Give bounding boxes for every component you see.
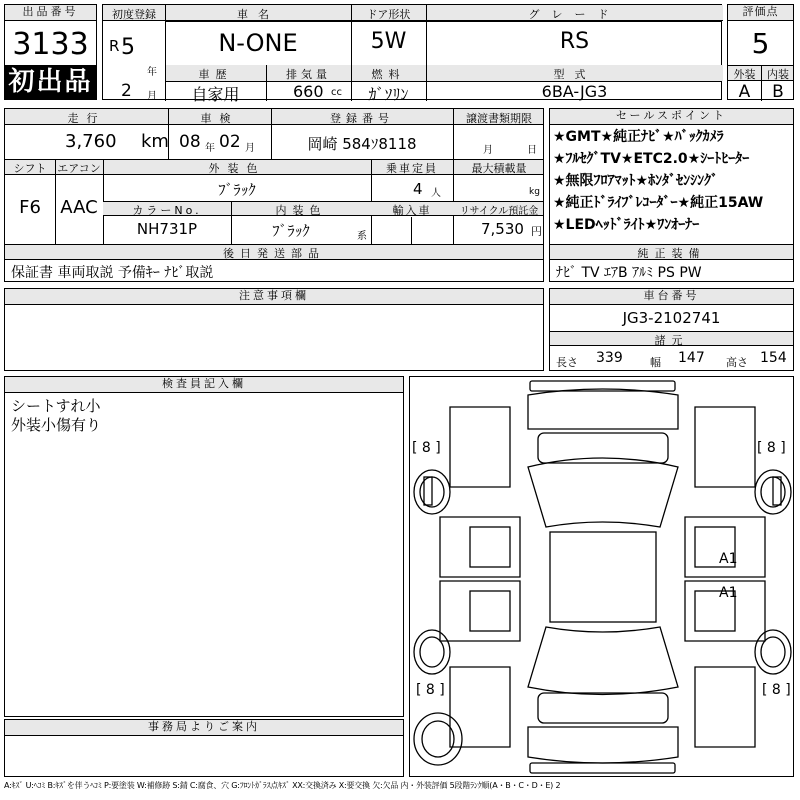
fuel-label: 燃料	[371, 68, 406, 81]
width-label: 幅	[650, 356, 661, 369]
office-box	[4, 719, 404, 777]
history: 自家用	[191, 85, 240, 104]
capacity: 4	[413, 180, 423, 198]
first-listing-badge	[4, 65, 97, 100]
office-label: 事務局よりご案内	[5, 720, 403, 736]
transfer-month-unit: 月	[483, 145, 493, 156]
mileage-unit: km	[141, 131, 169, 152]
score-box	[727, 4, 794, 100]
vehicle-details	[4, 108, 544, 282]
chassis-label: 車台番号	[550, 289, 793, 305]
shift-label: シフト	[13, 162, 47, 175]
inspector-comment: シートすれ小	[11, 397, 101, 415]
sales-point: ★LEDﾍｯﾄﾞﾗｲﾄ★ﾜﾝｵｰﾅｰ	[553, 217, 700, 233]
displacement-unit: cc	[331, 87, 342, 98]
reg-year: 5	[121, 35, 135, 60]
score: 5	[751, 27, 770, 60]
inspector-comment: 外装小傷有り	[11, 416, 102, 434]
import-label: 輸入車	[392, 204, 432, 217]
equipment-label: 純正装備	[637, 247, 706, 260]
reg-year-unit: 年	[147, 67, 157, 78]
recycle-fee-unit: 円	[531, 225, 542, 238]
chassis-number: JG3-2102741	[622, 309, 721, 327]
inspection-year: 08	[179, 132, 201, 152]
damage-mark: A1	[719, 585, 738, 601]
shift: F6	[19, 197, 41, 218]
equipment: ﾅﾋﾞ TV ｴｱB ｱﾙﾐ PS PW	[556, 265, 702, 281]
history-label: 車歴	[198, 68, 233, 81]
mileage-label: 走行	[67, 112, 106, 125]
width: 147	[678, 350, 705, 366]
grade: RS	[559, 29, 590, 54]
damage-mark: A1	[719, 551, 738, 567]
first-registration-label: 初度登録	[112, 8, 156, 21]
ext-score: A	[738, 82, 751, 102]
lot-number-label: 出品番号	[5, 5, 96, 21]
ext-score-label: 外装	[733, 68, 756, 81]
mileage: 3,760	[65, 131, 117, 152]
int-color-unit: 系	[357, 231, 367, 242]
chassis-box	[549, 288, 794, 371]
inspector-box	[4, 376, 404, 717]
grade-label: グレード	[528, 8, 621, 21]
door-type: 5W	[370, 29, 407, 54]
car-diagram-box	[409, 376, 794, 777]
capacity-unit: 人	[431, 188, 441, 199]
transfer-doc-label: 譲渡書類期限	[466, 112, 532, 125]
color-number: NH731P	[136, 220, 198, 238]
tire-mark-rear-right: [ 8 ]	[762, 682, 791, 698]
recycle-fee: 7,530	[481, 220, 524, 238]
sales-point: ★ﾌﾙｾｸﾞTV★ETC2.0★ｼｰﾄﾋｰﾀｰ	[553, 151, 750, 167]
dimensions-label: 諸元	[654, 334, 689, 347]
tire-mark-front-left: [ 8 ]	[412, 440, 441, 456]
plate-label: 登録番号	[330, 112, 394, 125]
notes-box	[4, 288, 544, 371]
sales-points-label: セールスポイント	[550, 109, 793, 125]
transfer-day-unit: 日	[527, 145, 537, 156]
ac-label: エアコン	[57, 162, 101, 175]
car-name-label: 車名	[237, 8, 279, 21]
reg-month: 2	[121, 81, 132, 101]
ext-color: ﾌﾞﾗｯｸ	[218, 181, 256, 199]
capacity-label: 乗車定員	[386, 162, 438, 175]
int-score: B	[772, 82, 784, 102]
car-diagram	[410, 377, 795, 778]
max-load-unit: kg	[529, 187, 540, 197]
max-load-label: 最大積載量	[471, 162, 527, 175]
door-type-label: ドア形状	[366, 8, 411, 21]
int-score-label: 内装	[767, 68, 789, 81]
legend: A:ｷｽﾞ U:ﾍｺﾐ B:ｷｽﾞを伴うﾍｺﾐ P:要塗装 W:補修跡 S:錆 C:腐食、穴 G:ﾌﾛﾝﾄｶﾞﾗｽ点ｷｽﾞ XX:交換済み X:要交換 欠:欠品 内・外装評価 5段階ﾗﾝｸ順(A・B・C・D・E) 2	[4, 781, 561, 790]
plate-number: 岡崎 584ｿ8118	[307, 135, 417, 153]
int-color-label: 内装色	[275, 204, 327, 217]
later-parts-label: 後日発送部品	[223, 247, 325, 260]
vehicle-header	[102, 4, 722, 104]
fuel: ｶﾞｿﾘﾝ	[368, 85, 409, 104]
model-label: 型式	[553, 68, 596, 81]
score-label: 評価点	[728, 5, 793, 21]
inspection-month-unit: 月	[245, 143, 255, 154]
int-color: ﾌﾞﾗｯｸ	[272, 222, 310, 240]
sales-point: ★無限ﾌﾛｱﾏｯﾄ★ﾎﾝﾀﾞｾﾝｼﾝｸﾞ	[553, 173, 719, 189]
color-no-label: カラーNo.	[132, 204, 202, 217]
tire-mark-front-right: [ 8 ]	[757, 440, 786, 456]
inspection-label: 車検	[200, 112, 239, 125]
height: 154	[760, 350, 787, 366]
ext-color-label: 外装色	[208, 162, 266, 175]
notes-label: 注意事項欄	[5, 289, 543, 305]
displacement-label: 排気量	[286, 68, 331, 81]
reg-month-unit: 月	[147, 91, 157, 102]
recycle-label: リサイクル預託金	[459, 206, 539, 217]
tire-mark-rear-left: [ 8 ]	[416, 682, 445, 698]
model: 6BA-JG3	[541, 82, 608, 101]
inspection-year-unit: 年	[205, 143, 215, 154]
lot-number: 3133	[12, 27, 89, 62]
car-name: N-ONE	[218, 29, 298, 57]
era: R	[109, 37, 120, 55]
later-parts: 保証書 車両取説 予備ｷｰ ﾅﾋﾞ取説	[11, 265, 214, 281]
length-label: 長さ	[556, 356, 578, 369]
length: 339	[596, 350, 623, 366]
sales-points-list	[550, 126, 793, 236]
inspection-month: 02	[219, 132, 241, 152]
sales-point: ★純正ﾄﾞﾗｲﾌﾞﾚｺｰﾀﾞｰ★純正15AW	[553, 195, 764, 211]
sales-point: ★GMT★純正ﾅﾋﾞ★ﾊﾞｯｸｶﾒﾗ	[553, 129, 724, 145]
sales-points-box	[549, 108, 794, 282]
displacement: 660	[293, 82, 324, 101]
air-conditioner: AAC	[60, 197, 98, 218]
height-label: 高さ	[726, 356, 748, 369]
inspector-label: 検査員記入欄	[5, 377, 403, 393]
first-listing-text: 初出品	[8, 67, 93, 97]
